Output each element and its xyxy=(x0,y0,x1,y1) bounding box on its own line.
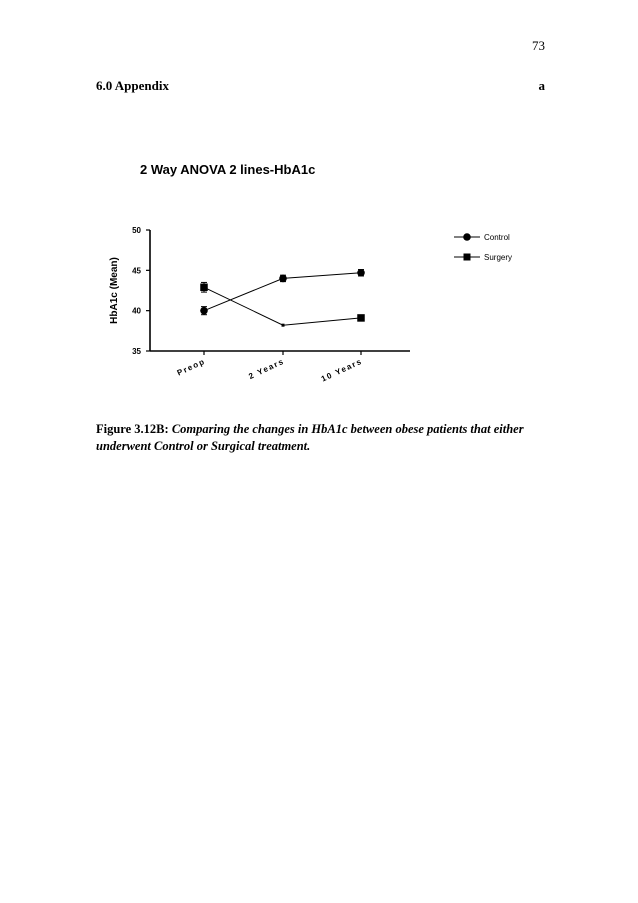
chart-title: 2 Way ANOVA 2 lines-HbA1c xyxy=(140,162,316,177)
legend-marker-control xyxy=(463,233,471,241)
y-tick-label: 35 xyxy=(132,347,141,356)
page-number: 73 xyxy=(532,38,545,53)
caption-label: Figure 3.12B: xyxy=(96,422,169,436)
y-axis-title: HbA1c (Mean) xyxy=(109,257,120,324)
legend-label: Surgery xyxy=(484,253,513,262)
legend-label: Control xyxy=(484,233,510,242)
y-tick-label: 50 xyxy=(132,226,141,235)
x-tick-label: 2 Years xyxy=(247,356,286,382)
data-point-surgery xyxy=(200,284,208,292)
data-point-surgery xyxy=(282,324,285,327)
figure-caption xyxy=(96,421,548,455)
data-point-surgery xyxy=(357,314,365,322)
data-point-control xyxy=(200,307,208,315)
section-title: 6.0 Appendix xyxy=(96,78,169,93)
y-tick-label: 40 xyxy=(132,306,141,316)
data-point-control xyxy=(279,275,287,283)
data-point-control xyxy=(357,269,365,277)
legend-marker-surgery xyxy=(464,254,471,261)
x-tick-label: Preop xyxy=(175,356,207,378)
x-tick-label: 10 Years xyxy=(319,356,364,384)
series-line-surgery xyxy=(204,287,361,325)
hba1c-line-chart xyxy=(90,200,550,395)
y-tick-label: 45 xyxy=(132,266,141,276)
caption-text: Comparing the changes in HbA1c between obese patients that either underwent Control or Surgical treatment. xyxy=(96,422,524,453)
section-marker: a xyxy=(538,78,545,93)
